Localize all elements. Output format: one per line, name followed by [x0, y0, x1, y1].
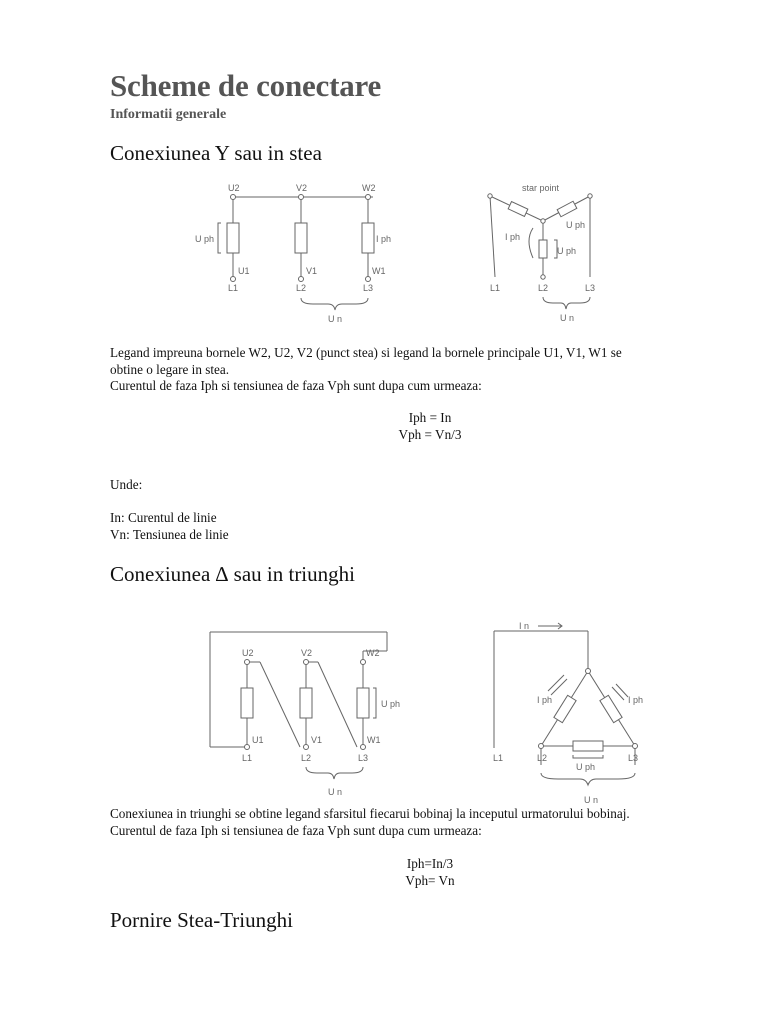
label-uph-b: U ph [557, 246, 577, 256]
winding-w-resistor [362, 223, 374, 253]
u2-v1-bridge [260, 662, 300, 747]
node-right [588, 194, 592, 198]
label-star-point: star point [522, 183, 560, 193]
star-definitions [110, 477, 229, 543]
delta-paragraph-2: Curentul de faza Iph si tensiunea de faza Vph sunt dupa cum urmeaza: [110, 822, 482, 838]
star-paragraph-1 [110, 345, 622, 395]
winding-v-resistor [295, 223, 307, 253]
label-l1: L1 [493, 753, 504, 763]
unde-label: Unde: [110, 477, 143, 492]
delta-resistor-right [600, 695, 622, 722]
line-l1-wire [490, 196, 495, 277]
delta-resistor-bottom [573, 741, 603, 751]
label-l2: L2 [296, 283, 307, 293]
star-formulas [110, 410, 750, 443]
winding-u-resistor [227, 223, 239, 253]
iph-arrow [529, 228, 533, 258]
delta-triangle [541, 671, 635, 746]
delta-triangle-diagram [488, 615, 648, 810]
terminal-w1 [361, 745, 366, 750]
terminal-v1 [299, 277, 304, 282]
delta-paragraph-1: Conexiunea in triunghi se obtine legand sfarsitul fiecarui bobinaj la inceputul urmatorului bobinaj. [110, 806, 630, 821]
uph-bracket [218, 223, 221, 253]
label-l3: L3 [585, 283, 596, 293]
label-w1: W1 [372, 266, 386, 276]
label-u2: U2 [228, 183, 240, 193]
star-point-diagram [485, 180, 615, 325]
label-iph: I ph [505, 232, 521, 242]
startup-heading: Pornire Stea-Triunghi [110, 908, 293, 932]
winding-v-resistor [300, 688, 312, 718]
un-brace [306, 767, 363, 779]
label-u2: U2 [242, 648, 254, 658]
iph-arrow-right-2 [616, 684, 628, 697]
delta-formulas [110, 856, 750, 889]
label-iph-right: I ph [628, 695, 644, 705]
un-brace [301, 298, 368, 310]
label-uph: U ph [381, 699, 401, 709]
label-l3: L3 [628, 753, 639, 763]
delta-resistor-left [554, 695, 576, 722]
terminal-v1 [304, 745, 309, 750]
star-formula-current: Iph = In [408, 410, 452, 425]
label-un: U n [328, 787, 343, 797]
label-l1: L1 [228, 283, 239, 293]
uph-bracket [373, 688, 376, 718]
delta-heading: Conexiunea ∆ sau in triunghi [110, 562, 355, 586]
star-paragraph-1-line-2: obtine o legare in stea. [110, 361, 230, 377]
node-left [539, 744, 544, 749]
terminal-u2 [245, 660, 250, 665]
label-u1: U1 [252, 735, 264, 745]
label-l2: L2 [301, 753, 312, 763]
terminal-w2 [361, 660, 366, 665]
label-l1: L1 [242, 753, 253, 763]
terminal-u2 [231, 195, 236, 200]
node-right [633, 744, 638, 749]
terminal-u1 [231, 277, 236, 282]
document-subtitle: Informatii generale [110, 107, 227, 122]
label-in: I n [519, 621, 530, 631]
iph-arrow-left [548, 675, 564, 691]
terminal-v2 [299, 195, 304, 200]
terminal-w2 [366, 195, 371, 200]
node-top [586, 669, 591, 674]
winding-u-resistor [241, 688, 253, 718]
star-point-node [541, 219, 545, 223]
label-w2: W2 [362, 183, 376, 193]
label-iph: I ph [376, 234, 392, 244]
label-v1: V1 [306, 266, 318, 276]
winding-w-resistor [357, 688, 369, 718]
un-brace [543, 297, 590, 309]
star-resistor-right [557, 201, 577, 217]
label-v2: V2 [301, 648, 313, 658]
node-left [488, 194, 492, 198]
delta-formula-current: Iph=In/3 [406, 856, 454, 871]
un-brace [541, 773, 635, 785]
iph-arrow-left-2 [551, 679, 567, 695]
terminal-w1 [366, 277, 371, 282]
label-uph: U ph [195, 234, 215, 244]
star-resistor-down [539, 240, 547, 258]
label-un: U n [584, 795, 599, 805]
terminal-u1 [245, 745, 250, 750]
label-uph-a: U ph [566, 220, 586, 230]
star-formula-voltage: Vph = Vn/3 [398, 426, 462, 442]
label-u1: U1 [238, 266, 250, 276]
label-uph: U ph [576, 762, 596, 772]
uph-bracket [573, 755, 603, 758]
document-title: Scheme de conectare [110, 68, 382, 103]
star-resistor-left [508, 202, 528, 217]
label-l3: L3 [363, 283, 374, 293]
label-l2: L2 [538, 283, 549, 293]
label-un: U n [328, 314, 343, 324]
label-un: U n [560, 313, 575, 323]
label-l2: L2 [537, 753, 548, 763]
label-w2: W2 [366, 648, 380, 658]
node-bottom [541, 275, 545, 279]
label-l1: L1 [490, 283, 501, 293]
iph-arrow-right [612, 687, 624, 700]
label-v2: V2 [296, 183, 308, 193]
spacer [110, 494, 229, 511]
terminal-v2 [304, 660, 309, 665]
label-w1: W1 [367, 735, 381, 745]
label-iph-left: I ph [537, 695, 553, 705]
star-terminal-diagram [188, 180, 398, 330]
definition-vn: Vn: Tensiunea de linie [110, 526, 229, 542]
star-heading: Conexiunea Y sau in stea [110, 141, 322, 165]
v2-w1-bridge [318, 662, 357, 747]
star-paragraph-1-line-1: Legand impreuna bornele W2, U2, V2 (punct stea) si legand la bornele principale U1, V1, W1 se [110, 345, 622, 360]
definition-in: In: Curentul de linie [110, 510, 217, 525]
label-v1: V1 [311, 735, 323, 745]
star-paragraph-2: Curentul de faza Iph si tensiunea de faza Vph sunt dupa cum urmeaza: [110, 378, 482, 393]
label-l3: L3 [358, 753, 369, 763]
delta-formula-voltage: Vph= Vn [405, 872, 455, 888]
delta-terminal-diagram [200, 625, 401, 800]
in-arrow [538, 623, 562, 629]
delta-paragraph [110, 806, 630, 839]
